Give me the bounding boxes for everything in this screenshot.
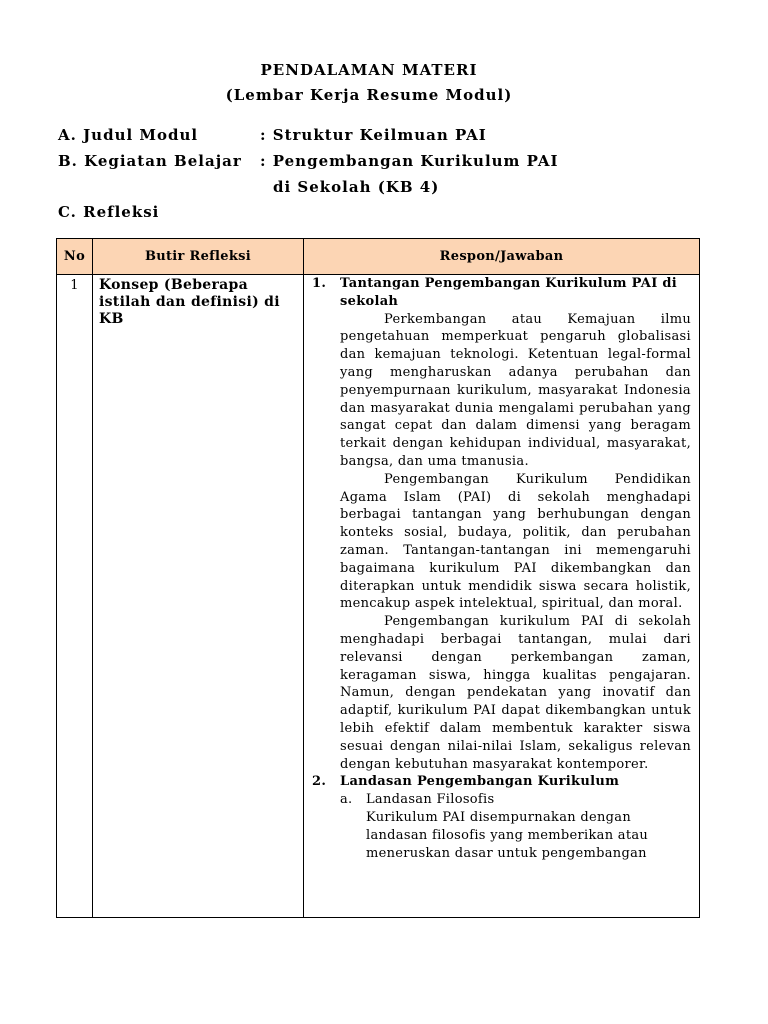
meta-label: C. Refleksi	[58, 203, 160, 221]
reflection-table	[56, 238, 700, 918]
respon-cell	[304, 275, 700, 918]
page-title: PENDALAMAN MATERI	[260, 61, 478, 79]
meta-judul-modul	[58, 126, 487, 144]
meta-value: : Pengembangan Kurikulum PAI	[260, 152, 559, 170]
paragraph: Perkembangan atau Kemajuan ilmu pengetahuan memperkuat pengaruh globalisasi dan kemajuan teknologi. Ketentuan legal-formal yang mengharuskan adanya perubahan dan penyempurnaan kurikulum, masyarakat Indonesia dan masyarakat dunia mengalami perubahan yang sangat cepat dan dalam dimensi yang beragam terkait dengan kehidupan individual, masyarakat, bangsa, dan uma tmanusia.	[340, 311, 691, 469]
header-butir-refleksi: Butir Refleksi	[93, 239, 304, 275]
sub-item-title: Landasan Filosofis	[366, 792, 495, 808]
meta-value: : Struktur Keilmuan PAI	[260, 126, 487, 144]
header-no: No	[57, 239, 93, 275]
item-body	[340, 275, 691, 773]
meta-label: A. Judul Modul	[58, 126, 199, 144]
sub-item	[340, 791, 691, 862]
item-title: Landasan Pengembangan Kurikulum	[340, 774, 620, 790]
meta-kegiatan-belajar	[58, 152, 559, 170]
meta-value-cont: di Sekolah (KB 4)	[273, 178, 440, 196]
item-number: 1.	[312, 276, 327, 291]
meta-label: B. Kegiatan Belajar	[58, 152, 242, 170]
sub-item-body	[366, 791, 691, 862]
sub-item-letter: a.	[340, 792, 353, 808]
item-number: 2.	[312, 774, 327, 790]
item-title: Tantangan Pengembangan Kurikulum PAI di sekolah	[340, 276, 678, 309]
paragraph: Pengembangan kurikulum PAI di sekolah menghadapi berbagai tantangan, mulai dari relevansi dengan perkembangan zaman, keragaman siswa, hingga kualitas pengajaran. Namun, dengan pendekatan yang inovatif dan adaptif, kurikulum PAI dapat dikembangkan untuk lebih efektif dalam membentuk karakter siswa sesuai dengan nilai-nilai Islam, sekaligus relevan dengan kebutuhan masyarakat kontemporer.	[340, 614, 691, 772]
response-item	[312, 275, 691, 773]
table-header-row	[57, 239, 700, 275]
butir-refleksi-text: Konsep (Beberapa istilah dan definisi) di KB	[93, 275, 304, 918]
item-body	[340, 773, 691, 862]
meta-refleksi	[58, 203, 159, 221]
response-item	[312, 773, 691, 862]
row-number: 1	[57, 275, 93, 918]
page-subtitle: (Lembar Kerja Resume Modul)	[225, 86, 513, 104]
sub-item-text: Kurikulum PAI disempurnakan dengan landasan filosofis yang memberikan atau meneruskan dasar untuk pengembangan	[366, 809, 649, 861]
paragraph: Pengembangan Kurikulum Pendidikan Agama Islam (PAI) di sekolah menghadapi berbagai tantangan yang berhubungan dengan konteks sosial, budaya, politik, dan perubahan zaman. Tantangan-tantangan ini memengaruhi bagaimana kurikulum PAI dikembangkan dan diterapkan untuk mendidik siswa secara holistik, mencakup aspek intelektual, spiritual, dan moral.	[340, 471, 691, 612]
table-row	[57, 275, 700, 918]
header-respon-jawaban: Respon/Jawaban	[304, 239, 700, 275]
